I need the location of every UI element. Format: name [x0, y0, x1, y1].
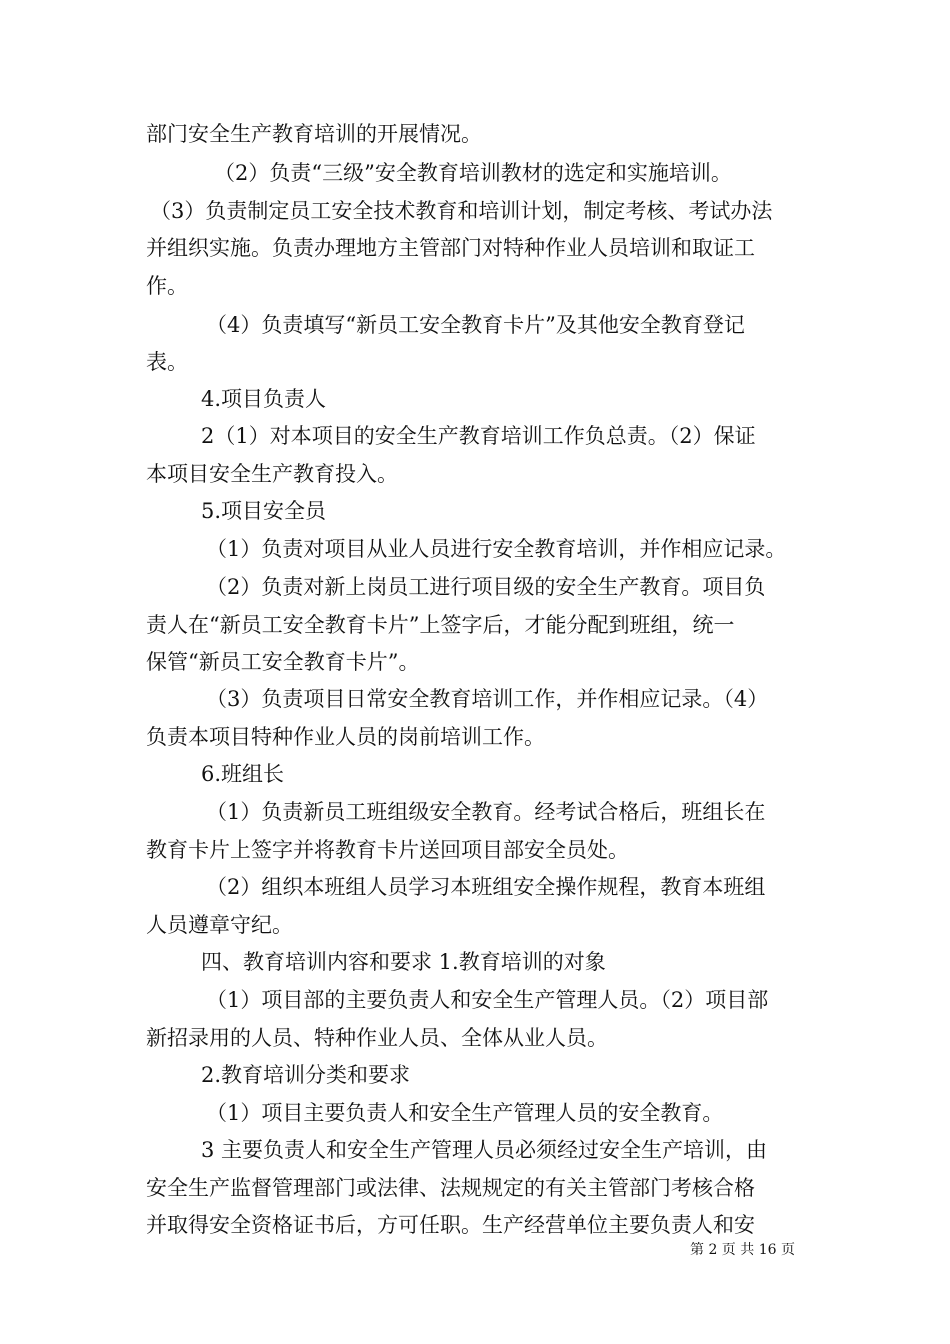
text-line-5: 作。: [146, 274, 188, 298]
text-line-19: （1）负责新员工班组级安全教育。经考试合格后，班组长在: [206, 800, 766, 824]
text-line-10: 本项目安全生产教育投入。: [146, 462, 398, 486]
text-line-22: 人员遵章守纪。: [146, 913, 293, 937]
text-line-20: 教育卡片上签字并将教育卡片送回项目部安全员处。: [146, 838, 629, 862]
text-line-4: 并组织实施。负责办理地方主管部门对特种作业人员培训和取证工: [146, 236, 755, 260]
text-line-27: （1）项目主要负责人和安全生产管理人员的安全教育。: [206, 1101, 724, 1125]
text-line-23: 四、教育培训内容和要求 1.教育培训的对象: [201, 950, 606, 974]
text-line-30: 并取得安全资格证书后，方可任职。生产经营单位主要负责人和安: [146, 1213, 755, 1237]
text-line-2: （2）负责“三级”安全教育培训教材的选定和实施培训。: [214, 161, 732, 185]
text-line-1: 部门安全生产教育培训的开展情况。: [146, 122, 482, 146]
text-line-7: 表。: [146, 350, 188, 374]
text-line-29: 安全生产监督管理部门或法律、法规规定的有关主管部门考核合格: [146, 1176, 755, 1200]
text-line-14: 责人在“新员工安全教育卡片”上签字后，才能分配到班组，统一: [146, 613, 735, 637]
text-line-26: 2.教育培训分类和要求: [201, 1063, 411, 1087]
text-line-21: （2）组织本班组人员学习本班组安全操作规程，教育本班组: [206, 875, 766, 899]
text-line-25: 新招录用的人员、特种作业人员、全体从业人员。: [146, 1026, 608, 1050]
text-line-13: （2）负责对新上岗员工进行项目级的安全生产教育。项目负: [206, 575, 766, 599]
text-line-28: 3 主要负责人和安全生产管理人员必须经过安全生产培训，由: [201, 1138, 768, 1162]
text-line-6: （4）负责填写“新员工安全教育卡片”及其他安全教育登记: [206, 313, 745, 337]
text-line-18: 6.班组长: [201, 762, 285, 786]
text-line-11: 5.项目安全员: [201, 499, 327, 523]
text-line-24: （1）项目部的主要负责人和安全生产管理人员。（2）项目部: [206, 988, 769, 1012]
text-line-3: （3）负责制定员工安全技术教育和培训计划，制定考核、考试办法: [150, 199, 773, 223]
text-line-17: 负责本项目特种作业人员的岗前培训工作。: [146, 725, 545, 749]
text-line-9: 2（1）对本项目的安全生产教育培训工作负总责。（2）保证: [201, 424, 756, 448]
text-line-16: （3）负责项目日常安全教育培训工作，并作相应记录。（4）: [206, 687, 769, 711]
text-line-15: 保管“新员工安全教育卡片”。: [146, 650, 420, 674]
page-number-footer: 第 2 页 共 16 页: [690, 1242, 795, 1258]
text-line-8: 4.项目负责人: [201, 387, 327, 411]
text-line-12: （1）负责对项目从业人员进行安全教育培训，并作相应记录。: [206, 537, 787, 561]
